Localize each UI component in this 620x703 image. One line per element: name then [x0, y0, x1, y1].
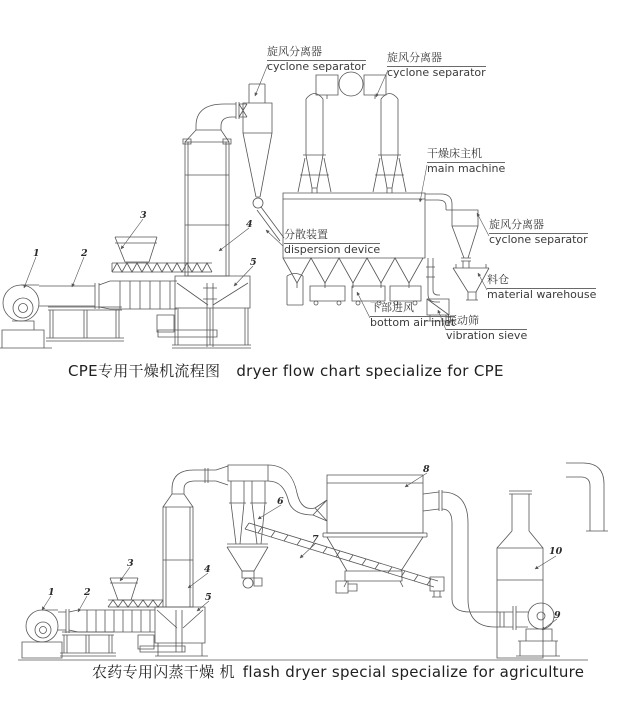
- vibration-sieve-label-en: vibration sieve: [446, 328, 528, 342]
- feed-blower-2: [22, 609, 78, 658]
- cyclone-separator-1: [243, 84, 284, 241]
- bottom-number-leaders: [42, 473, 557, 630]
- cyclone-separator-label-2: [387, 52, 486, 79]
- bottom-air-inlet-label-zh: 下部进风: [370, 302, 455, 317]
- vibration-sieve-label: [446, 315, 527, 342]
- dispersion-device-label: [284, 229, 380, 256]
- main-machine-label: [427, 148, 505, 175]
- dispersion-device-label-zh: 分散装置: [284, 229, 380, 244]
- twin-cyclone-2: [227, 465, 327, 588]
- cyclone-separator-label-1-en: cyclone separator: [267, 59, 366, 73]
- cyclone-separator-label-1-zh: 旋风分离器: [267, 46, 366, 61]
- cyclone-separator-label-3: [489, 219, 588, 246]
- dispersion-device-label-en: dispersion device: [284, 242, 381, 256]
- main-machine-label-zh: 干燥床主机: [427, 148, 505, 163]
- bottom-caption: [92, 661, 584, 682]
- scrubber-tower: [497, 491, 543, 658]
- top-caption: [68, 360, 504, 381]
- main-machine-label-en: main machine: [427, 161, 506, 175]
- bottom-callout-9: 9: [554, 610, 561, 621]
- top-callout-1: 1: [33, 248, 40, 259]
- drying-tower-2: [163, 466, 228, 607]
- bottom-diagram: [18, 463, 608, 660]
- twin-cyclone-separators: [298, 94, 406, 194]
- material-warehouse-label: [487, 274, 596, 301]
- bottom-callout-6: 6: [277, 496, 284, 507]
- exhaust-piping: [423, 463, 608, 627]
- bottom-callout-5: 5: [205, 592, 212, 603]
- induced-draft-fan: [513, 603, 560, 656]
- top-fan-unit: [316, 72, 386, 99]
- cyclone-separator-label-3-en: cyclone separator: [489, 232, 588, 246]
- cyclone-separator-label-2-zh: 旋风分离器: [387, 52, 486, 67]
- bottom-air-inlet-label-en: bottom air inlet: [370, 315, 456, 329]
- cyclone-separator-label-3-zh: 旋风分离器: [489, 219, 588, 234]
- bottom-air-inlet-label: [370, 302, 455, 329]
- bottom-callout-10: 10: [549, 546, 563, 557]
- bottom-caption-en: flash dryer special specialize for agriculture: [242, 663, 585, 681]
- bottom-callout-4: 4: [204, 564, 211, 575]
- bottom-callout-2: 2: [84, 587, 91, 598]
- top-callout-3: 3: [140, 210, 147, 221]
- bottom-caption-zh: 农药专用闪蒸干燥 机: [92, 663, 235, 681]
- top-caption-en: dryer flow chart specialize for CPE: [236, 362, 504, 380]
- material-warehouse-label-zh: 料仓: [487, 274, 596, 289]
- cyclone-separator-label-1: [267, 46, 366, 73]
- cyclone-separator-3: [425, 194, 478, 268]
- feed-hopper: [112, 237, 212, 272]
- bottom-callout-3: 3: [127, 558, 134, 569]
- tower-base-chamber-2: [138, 607, 208, 656]
- bottom-callout-8: 8: [423, 464, 430, 475]
- top-callout-2: 2: [81, 248, 88, 259]
- top-callout-4: 4: [246, 219, 253, 230]
- bottom-callout-1: 1: [48, 587, 55, 598]
- top-caption-zh: CPE专用干燥机流程图: [68, 362, 221, 380]
- feed-hopper-2: [108, 578, 163, 607]
- top-callout-5: 5: [250, 257, 257, 268]
- drying-tower: [183, 102, 247, 276]
- tower-base-chamber: [157, 276, 251, 348]
- material-warehouse-label-en: material warehouse: [487, 287, 597, 301]
- cyclone-separator-label-2-en: cyclone separator: [387, 65, 486, 79]
- top-label-leaders: [255, 64, 489, 330]
- top-number-leaders: [24, 219, 253, 288]
- vibration-sieve-label-zh: 振动筛: [446, 315, 527, 330]
- dust-collector-box: [323, 475, 427, 593]
- bottom-callout-7: 7: [312, 534, 319, 545]
- material-warehouse-cone: [453, 264, 489, 300]
